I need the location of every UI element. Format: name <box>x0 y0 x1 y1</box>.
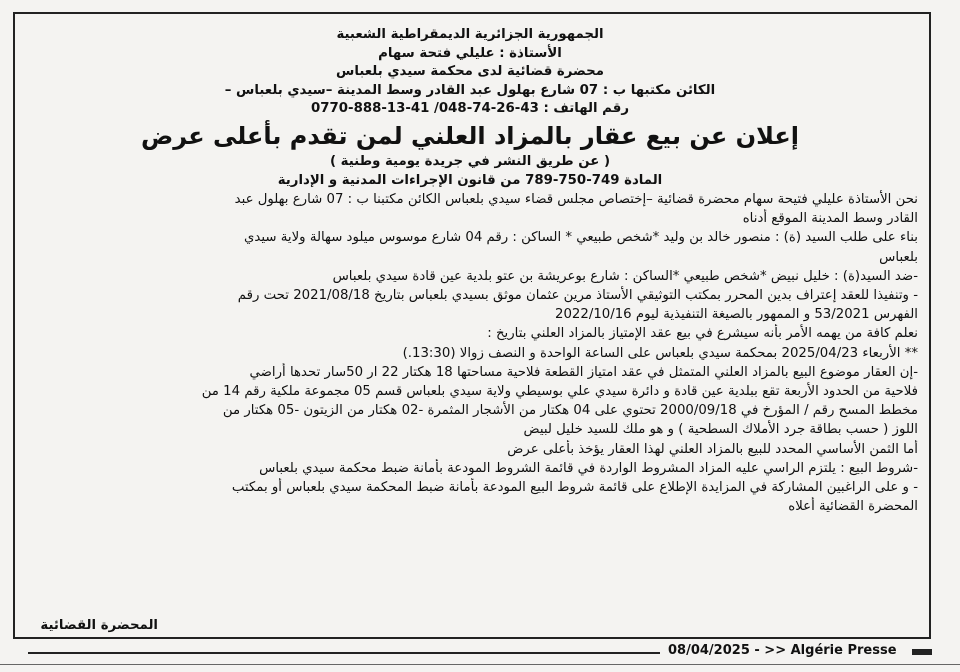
footer-rule <box>28 652 660 654</box>
footer-source: 08/04/2025 - >> Algérie Presse <box>668 643 897 658</box>
body-line: اللوز ( حسب بطاقة جرد الأملاك السطحية ) و هو ملك للسيد خليل لبيض <box>523 422 918 438</box>
office-phone: رقم الهاتف : 43-26-74-048/ 41-13-888-0770 <box>311 101 629 117</box>
bailiff-name: الأستاذة : عليلي فتحة سهام <box>378 45 562 61</box>
body-line: بلعباس <box>879 249 918 265</box>
notice-title: إعلان عن بيع عقار بالمزاد العلني لمن تقدم بأعلى عرض <box>140 121 800 150</box>
body-line: - و على الراغبين المشاركة في المزايدة الإطلاع على قائمة شروط البيع المودعة بأمانة ضبط المحكمة سيدي بلعباس أو بمكتب <box>231 480 918 496</box>
notice-content <box>22 26 918 516</box>
body-line: مخطط المسح رقم / المؤرخ في 2000/09/18 تحتوي على 04 هكتار من الأشجار المثمرة -02 هكتار من الزيتون -05 هكتار من <box>222 403 918 419</box>
body-line: نعلم كافة من يهمه الأمر بأنه سيشرع في بيع عقد الإمتياز بالمزاد العلني بتاريخ : <box>487 326 918 342</box>
footer <box>0 641 960 661</box>
notice-subtitle: ( عن طريق النشر في جريدة يومية وطنية ) <box>329 153 611 169</box>
body-line: نحن الأستاذة عليلي فتيحة سهام محضرة قضائية –إختصاص مجلس قضاء سيدي بلعباس الكائن مكتبنا ب : 07 شارع بهلول عبد <box>234 191 918 207</box>
legal-reference: المادة 749-750-789 من قانون الإجراءات المدنية و الإدارية <box>277 172 663 188</box>
body-line: ** الأربعاء 2025/04/23 بمحكمة سيدي بلعباس على الساعة الواحدة و النصف زوالا (13:30.) <box>402 345 918 361</box>
bailiff-office: محضرة قضائية لدى محكمة سيدي بلعباس <box>336 64 604 80</box>
signature: المحضرة القضائية <box>40 618 158 633</box>
body-line: - وتنفيذا للعقد إعتراف بدين المحرر بمكتب التوثيقي الأستاذ مرين عثمان موثق بسيدي بلعباس بتاريخ 2021/08/18 تحت رقم <box>237 287 918 303</box>
body-line: -ضد السيد(ة) : خليل نبيض *شخص طبيعي *الساكن : شارع بوعريشة بن عتو بلدية عين قادة سيدي بلعباس <box>332 268 918 284</box>
body-line: أما الثمن الأساسي المحدد للبيع بالمزاد العلني لهذا العقار يؤخذ بأعلى عرض <box>507 441 918 457</box>
body-line: بناء على طلب السيد (ة) : منصور خالد بن وليد *شخص طبيعي * الساكن : رقم 04 شارع موسوس ميلود سهالة ولاية سيدي <box>244 230 918 246</box>
footer-rule-end <box>912 649 932 655</box>
body-line: القادر وسط المدينة الموقع أدناه <box>742 211 918 227</box>
body-line: -شروط البيع : يلتزم الراسي عليه المزاد المشروط الواردة في قائمة الشروط المودعة بأمانة ضبط محكمة سيدي بلعباس <box>259 460 918 476</box>
body-line: المحضرة القضائية أعلاه <box>788 499 918 515</box>
republic-header: الجمهورية الجزائرية الديمقراطية الشعبية <box>336 27 604 42</box>
body-line: -إن العقار موضوع البيع بالمزاد العلني المتمثل في عقد امتياز القطعة فلاحية مساحتها 18 هكتار 22 ار 50سار تحدها أراضي <box>249 364 918 380</box>
page-bottom-rule <box>0 664 960 665</box>
body-line: الفهرس 53/2021 و الممهور بالصيغة التنفيذية ليوم 2022/10/16 <box>555 307 918 323</box>
office-address: الكائن مكتبها ب : 07 شارع بهلول عبد القادر وسط المدينة –سيدي بلعباس – <box>224 82 716 98</box>
body-line: فلاحية من الحدود الأربعة تقع ببلدية عين قادة و دائرة سيدي علي بوسيطي ولاية سيدي بلعباس قسم 05 مجموعة ملكية رقم 14 من <box>201 384 918 399</box>
